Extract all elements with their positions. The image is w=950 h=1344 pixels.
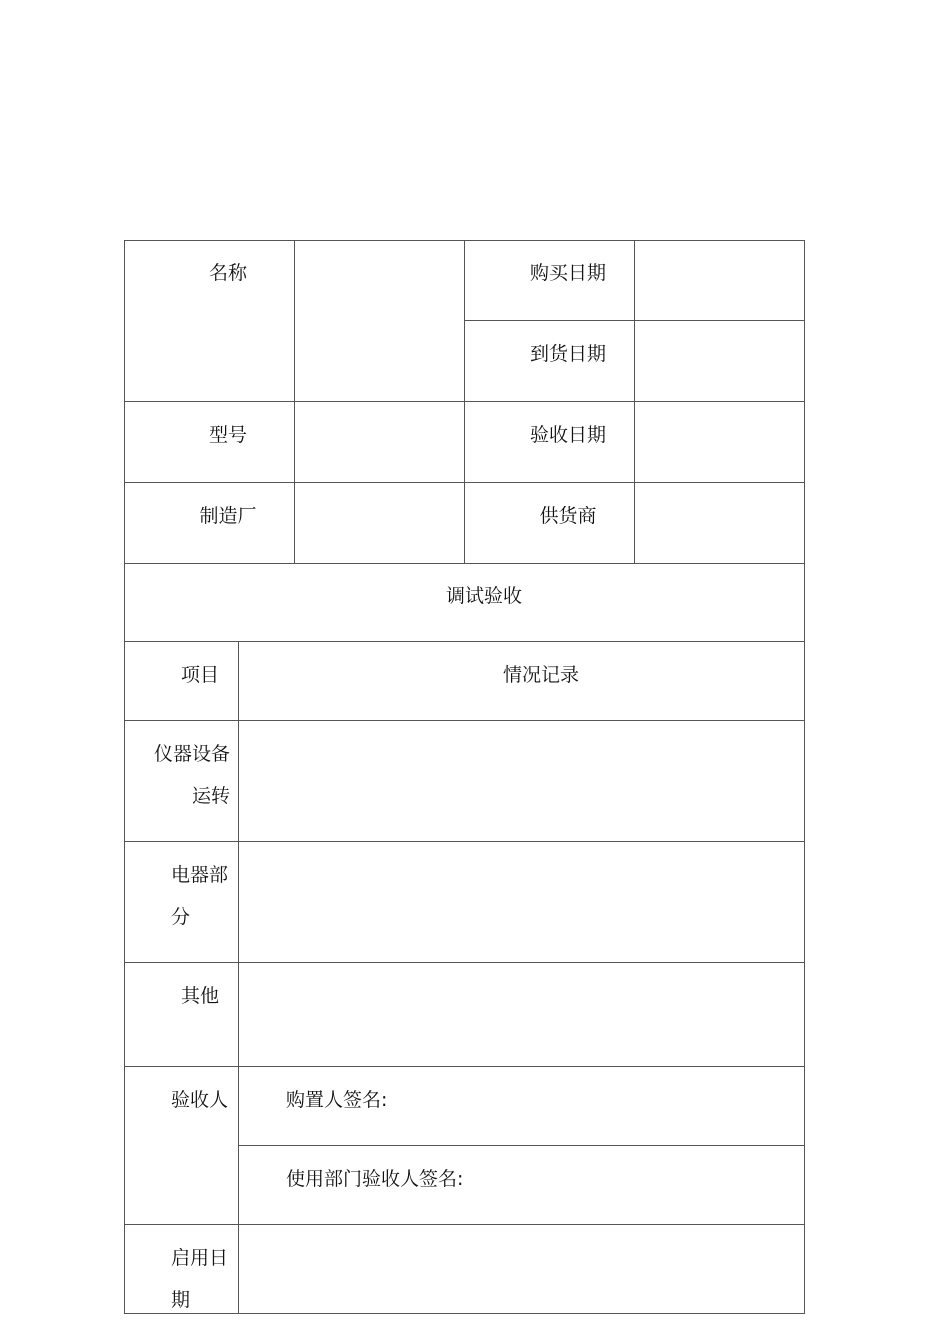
manufacturer-label: 制造厂: [199, 505, 257, 527]
item-header: 项目: [180, 664, 219, 686]
divider-inspector: [124, 1066, 805, 1067]
divider-other: [124, 962, 805, 963]
supplier-label: 供货商: [539, 505, 597, 527]
record-header: 情况记录: [502, 664, 579, 686]
purchase-date-label: 购买日期: [529, 262, 606, 284]
purchaser-signature-label: 购置人签名:: [286, 1089, 388, 1111]
divider-start-date: [124, 1224, 805, 1225]
divider-section: [124, 563, 805, 564]
model-label: 型号: [208, 424, 247, 446]
section-title: 调试验收: [445, 585, 522, 607]
inspector-label: 验收人: [171, 1089, 229, 1111]
divider-sign: [238, 1145, 805, 1146]
electrical-label: 电器部分: [171, 864, 229, 928]
other-label: 其他: [180, 985, 219, 1007]
name-label: 名称: [208, 262, 247, 284]
instrument-operation-label: 仪器设备运转: [153, 743, 230, 807]
divider-electrical: [124, 841, 805, 842]
divider-instrument: [124, 720, 805, 721]
acceptance-date-label: 验收日期: [529, 424, 606, 446]
start-date-label: 启用日期: [171, 1247, 229, 1311]
arrival-date-label: 到货日期: [529, 343, 606, 365]
item-column-divider: [238, 641, 239, 1314]
department-inspector-signature-label: 使用部门验收人签名:: [286, 1168, 464, 1190]
divider-header: [124, 641, 805, 642]
